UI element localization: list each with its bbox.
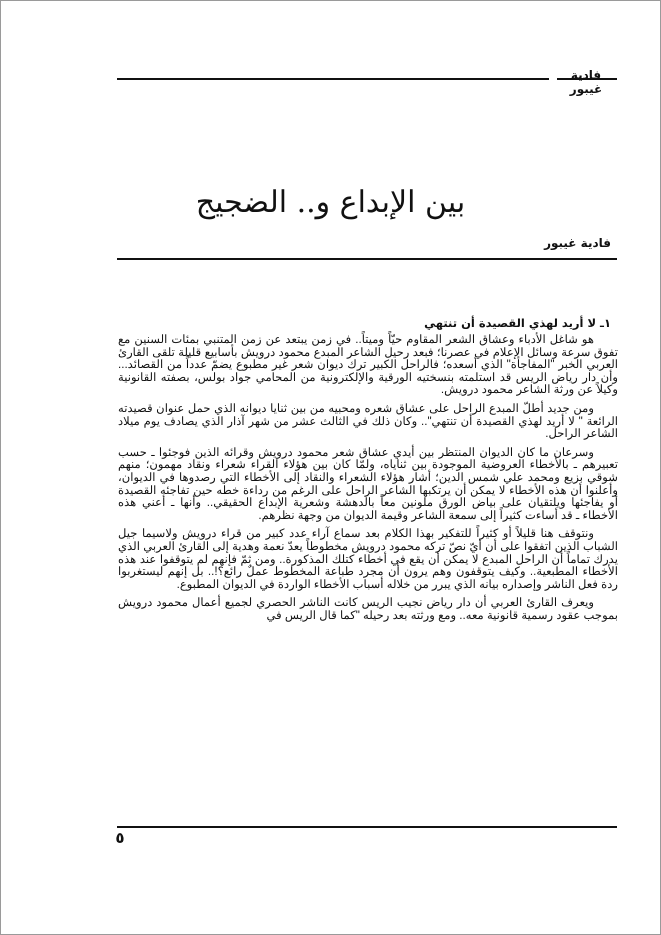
page-number: ٥	[115, 829, 125, 847]
paragraph-3: وسرعان ما كان الديوان المنتظر بين أيدي عشاق شعر محمود درويش وقرائه الذين فوجئوا ـ حسب تعبيرهم ـ بالأخطاء العروضية الموجودة بين ثناياه، ولمّا كان بين هؤلاء القراء شعراء ونقاد مهمون؛ منهم شوقي بزيع ومحمد علي شمس الدين؛ أشار هؤلاء الشعراء والنقاد إلى الأخطاء التي رصدوها في الديوان، وأعلنوا أن هذه الأخطاء لا يمكن أن يرتكبها الشاعر الراحل على الرغم من رداءة خطه حين تفاجئه القصيدة أو يفاجئها ويلتقيان على بياض الورق ملونين معاً بالدهشة وشعرية الإبداع الحقيقي.. وأنها ـ أعني هذه الأخطاء ـ قد أساءت كثيراً إلى سمعة الشاعر وقيمة الديوان من وجهة نظرهم.	[118, 445, 618, 522]
byline-rule	[117, 258, 617, 260]
article-body	[118, 334, 618, 628]
running-header-author: فادية غيبور	[569, 68, 603, 96]
header-rule-left	[117, 78, 549, 80]
article-title: بين الإبداع و.. الضجيج	[195, 185, 466, 221]
paragraph-4: ونتوقف هنا قليلاً أو كثيراً للتفكير بهذا الكلام بعد سماع آراء عدد كبير من قراء درويش ولاسيما جيل الشباب الذين اتفقوا على أن أيّ نصّ تركه محمود درويش مخطوطاً يعدّ نعمة وهدية إلى القارئ العربي الذي يدرك تماماً أن الراحل المبدع لا يمكن أن يقع في أخطاء كتلك المذكورة.. ومن ثمّ فإنهم لم يتوقفوا عند هذه الأخطاء المطبعية.. وكيف يتوقفون وهم يرون أن مجرد طباعة المخطوط عملٌ رائع؟!.. بل إنهم ليستغربوا ردة فعل الناشر وإصداره بيانه الذي يبرر من خلاله أسباب الأخطاء الواردة في الديوان المطبوع.	[118, 527, 618, 591]
article-byline: فادية غيبور	[544, 236, 611, 250]
section-heading: ١ـ لا أريد لهذي القصيدة أن تنتهي	[424, 316, 611, 330]
footer-rule	[117, 826, 617, 828]
paragraph-1: هو شاغل الأدباء وعشاق الشعر المقاوم حيّاً وميتاً.. في زمن يبتعد عن زمن المتنبي بمئات السنين مع تفوق سرعة وسائل الإعلام في عصرنا؛ فبعد رحيل الشاعر المبدع محمود درويش بأسابيع قليلة تلقى القارئ العربي الخبر "المفاجأة" الذي أسعده؛ فالراحل الكبير ترك ديوان شعر غير مطبوع يضمّ عدداً من القصائد... وأن دار رياض الريس قد استلمته بنسختيه الورقية والإلكترونية من المحامي جواد بولس، بصفته القانونية وكيلاً عن ورثة الشاعر محمود درويش.	[118, 333, 618, 397]
paragraph-5: ويعرف القارئ العربي أن دار رياض نجيب الريس كانت الناشر الحصري لجميع أعمال محمود درويش بموجب عقود رسمية قانونية معه.. ومع ورثته بعد رحيله "كما قال الريس في	[118, 596, 618, 622]
paragraph-2: ومن جديد أطلّ المبدع الراحل على عشاق شعره ومحبيه من بين ثنايا ديوانه الذي حمل عنوان قصيدته الرائعة " لا أريد لهذي القصيدة أن تنتهي".. وكان ذلك في الثالث عشر من شهر آذار الذي يصادف يوم ميلاد الشاعر الراحل.	[118, 401, 618, 441]
